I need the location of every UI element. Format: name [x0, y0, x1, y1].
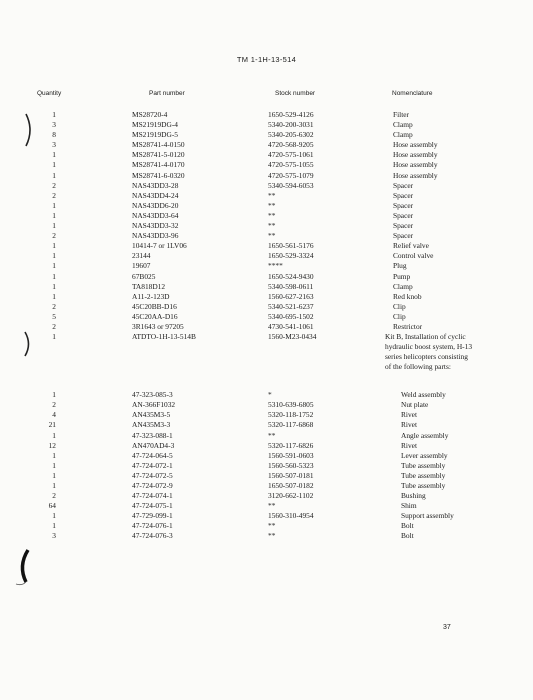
cell-quantity: 1 — [52, 271, 56, 281]
cell-quantity: 1 — [52, 291, 56, 301]
cell-part-number: NAS43DD3-28 — [132, 180, 179, 190]
kit-nomenclature: Kit B, Installation of cyclic hydraulic boost system, H-13 series helicopters consisting of the following parts: — [385, 332, 473, 372]
cell-quantity: 1 — [52, 511, 56, 521]
cell-nomenclature: Nut plate — [401, 400, 429, 410]
cell-stock-number: 1560-507-0181 — [268, 470, 314, 480]
cell-part-number: MS28741-4-0170 — [132, 160, 185, 170]
cell-stock-number: 4720-575-1055 — [268, 160, 314, 170]
cell-stock-number: 1560-627-2163 — [268, 291, 314, 301]
table-row — [0, 211, 533, 221]
cell-part-number: 47-724-076-3 — [132, 531, 173, 541]
cell-stock-number: **** — [268, 261, 283, 271]
cell-nomenclature: Shim — [401, 501, 417, 511]
cell-quantity: 1 — [52, 251, 56, 261]
cell-nomenclature: Restrictor — [393, 321, 423, 331]
cell-quantity: 2 — [52, 321, 56, 331]
table-row — [0, 110, 533, 120]
cell-quantity: 3 — [52, 140, 56, 150]
kit-part-number: ATDTO-1H-13-514B — [132, 332, 196, 342]
cell-stock-number: 1650-507-0182 — [268, 481, 314, 490]
cell-stock-number: ** — [268, 190, 276, 200]
cell-quantity: 64 — [48, 501, 56, 511]
table-row — [0, 231, 533, 241]
cell-nomenclature: Tube assembly — [401, 481, 446, 490]
cell-quantity: 1 — [52, 150, 56, 160]
cell-quantity: 1 — [52, 521, 56, 531]
cell-part-number: MS21919DG-4 — [132, 120, 178, 130]
cell-quantity: 5 — [52, 311, 56, 321]
cell-stock-number: 5320-118-1752 — [268, 410, 314, 420]
cell-quantity: 1 — [52, 210, 56, 220]
cell-part-number: AN-366F1032 — [132, 400, 176, 410]
cell-part-number: MS28741-4-0150 — [132, 140, 185, 150]
cell-quantity: 1 — [52, 470, 56, 480]
table-row — [0, 531, 533, 541]
cell-nomenclature: Lever assembly — [401, 450, 448, 460]
cell-nomenclature: Control valve — [393, 251, 434, 261]
cell-part-number: 19607 — [132, 261, 151, 271]
cell-quantity: 1 — [52, 430, 56, 440]
cell-part-number: NAS43DD6-20 — [132, 200, 179, 210]
cell-part-number: NAS43DD3-64 — [132, 210, 179, 220]
table-row — [0, 160, 533, 170]
cell-nomenclature: Clamp — [393, 281, 413, 291]
column-header-part-number: Part number — [149, 90, 185, 97]
cell-quantity: 1 — [52, 110, 56, 119]
cell-part-number: 47-724-072-1 — [132, 460, 173, 470]
cell-quantity: 1 — [52, 450, 56, 460]
cell-quantity: 1 — [52, 261, 56, 271]
cell-nomenclature: Clip — [393, 311, 406, 321]
cell-nomenclature: Spacer — [393, 231, 414, 241]
table-row — [0, 410, 533, 420]
cell-stock-number: * — [268, 390, 272, 400]
cell-part-number: 47-724-072-9 — [132, 481, 173, 490]
table-row — [0, 420, 533, 430]
cell-quantity: 1 — [52, 221, 56, 231]
page-number: 37 — [443, 624, 451, 631]
cell-part-number: 3R1643 or 97205 — [132, 321, 184, 331]
cell-stock-number: 4730-541-1061 — [268, 321, 314, 331]
cell-nomenclature: Clamp — [393, 130, 413, 140]
parts-table — [0, 110, 533, 542]
cell-nomenclature: Hose assembly — [393, 170, 438, 180]
cell-quantity: 2 — [52, 301, 56, 311]
cell-stock-number: 1650-524-9430 — [268, 271, 314, 281]
cell-part-number: 47-724-075-1 — [132, 501, 173, 511]
table-row — [0, 312, 533, 322]
cell-stock-number: ** — [268, 521, 276, 531]
table-row — [0, 201, 533, 211]
cell-part-number: 67B025 — [132, 271, 156, 281]
table-row — [0, 221, 533, 231]
cell-part-number: 47-724-072-5 — [132, 470, 173, 480]
cell-part-number: NAS43DD3-96 — [132, 231, 179, 241]
table-row — [0, 272, 533, 282]
cell-stock-number: 3120-662-1102 — [268, 491, 314, 501]
column-header-stock-number: Stock number — [275, 90, 316, 97]
cell-quantity: 2 — [52, 231, 56, 241]
cell-stock-number: ** — [268, 531, 276, 541]
cell-nomenclature: Rivet — [401, 420, 418, 430]
table-row — [0, 481, 533, 491]
table-row — [0, 400, 533, 410]
cell-stock-number: ** — [268, 501, 276, 511]
cell-stock-number: 1560-310-4954 — [268, 511, 314, 521]
cell-stock-number: 5310-639-6805 — [268, 400, 314, 410]
cell-stock-number: 5340-205-6302 — [268, 130, 314, 140]
table-row — [0, 241, 533, 251]
binder-hole-mark-bottom — [14, 548, 36, 588]
table-row — [0, 251, 533, 261]
cell-nomenclature: Bushing — [401, 491, 426, 501]
cell-stock-number: ** — [268, 430, 276, 440]
kit-row — [0, 332, 533, 372]
table-row — [0, 181, 533, 191]
table-row — [0, 292, 533, 302]
cell-part-number: 45C20AA-D16 — [132, 311, 178, 321]
cell-quantity: 12 — [48, 440, 56, 450]
cell-part-number: 47-724-076-1 — [132, 521, 173, 531]
cell-nomenclature: Red knob — [393, 291, 422, 301]
cell-quantity: 3 — [52, 531, 56, 541]
main-rows — [0, 110, 533, 332]
cell-nomenclature: Hose assembly — [393, 150, 438, 160]
table-row — [0, 431, 533, 441]
cell-quantity: 2 — [52, 190, 56, 200]
cell-nomenclature: Pump — [393, 271, 411, 281]
cell-stock-number: 1560-591-0603 — [268, 450, 314, 460]
table-row — [0, 511, 533, 521]
cell-nomenclature: Tube assembly — [401, 460, 446, 470]
cell-nomenclature: Spacer — [393, 210, 414, 220]
cell-stock-number: 5340-594-6053 — [268, 180, 314, 190]
cell-nomenclature: Support assembly — [401, 511, 454, 521]
cell-part-number: 47-729-099-1 — [132, 511, 173, 521]
cell-quantity: 2 — [52, 400, 56, 410]
cell-nomenclature: Filter — [393, 110, 410, 119]
cell-stock-number: 1650-529-3324 — [268, 251, 314, 261]
cell-part-number: 47-724-074-1 — [132, 491, 173, 501]
cell-part-number: NAS43DD4-24 — [132, 190, 179, 200]
cell-stock-number: 5320-117-6868 — [268, 420, 314, 430]
kit-quantity: 1 — [52, 332, 56, 342]
cell-stock-number: 4720-575-1061 — [268, 150, 314, 160]
table-row — [0, 501, 533, 511]
cell-quantity: 1 — [52, 281, 56, 291]
cell-quantity: 2 — [52, 180, 56, 190]
table-row — [0, 140, 533, 150]
cell-nomenclature: Angle assembly — [401, 430, 449, 440]
cell-stock-number: 4720-575-1079 — [268, 170, 314, 180]
cell-part-number: MS28741-5-0120 — [132, 150, 185, 160]
cell-part-number: MS28741-6-0320 — [132, 170, 185, 180]
cell-part-number: 47-323-085-3 — [132, 390, 173, 400]
cell-nomenclature: Hose assembly — [393, 140, 438, 150]
cell-nomenclature: Bolt — [401, 531, 414, 541]
cell-quantity: 2 — [52, 491, 56, 501]
cell-stock-number: 5340-695-1502 — [268, 311, 314, 321]
cell-nomenclature: Spacer — [393, 190, 414, 200]
cell-nomenclature: Relief valve — [393, 241, 429, 251]
cell-stock-number: ** — [268, 210, 276, 220]
cell-part-number: NAS43DD3-32 — [132, 221, 179, 231]
cell-stock-number: 5340-598-0611 — [268, 281, 314, 291]
cell-part-number: 45C20BB-D16 — [132, 301, 177, 311]
cell-quantity: 1 — [52, 160, 56, 170]
cell-nomenclature: Spacer — [393, 200, 414, 210]
cell-quantity: 1 — [52, 390, 56, 400]
cell-nomenclature: Rivet — [401, 410, 418, 420]
document-header: TM 1-1H-13-514 — [236, 55, 297, 64]
table-row — [0, 521, 533, 531]
cell-part-number: 10414-7 or 1LV06 — [132, 241, 187, 251]
cell-part-number: 47-323-088-1 — [132, 430, 173, 440]
table-row — [0, 261, 533, 271]
cell-stock-number: 4720-568-9205 — [268, 140, 314, 150]
cell-nomenclature: Spacer — [393, 180, 414, 190]
cell-part-number: 47-724-064-5 — [132, 450, 173, 460]
cell-part-number: 23144 — [132, 251, 151, 261]
cell-stock-number: ** — [268, 231, 276, 241]
cell-quantity: 8 — [52, 130, 56, 140]
cell-part-number: A11-2-123D — [132, 291, 170, 301]
cell-stock-number: 5320-117-6826 — [268, 440, 314, 450]
cell-nomenclature: Hose assembly — [393, 160, 438, 170]
kit-rows — [0, 390, 533, 541]
column-header-quantity: Quantity — [37, 90, 62, 97]
cell-stock-number: ** — [268, 221, 276, 231]
cell-part-number: AN435M3-3 — [132, 420, 171, 430]
cell-stock-number: 1650-529-4126 — [268, 110, 314, 119]
table-row — [0, 491, 533, 501]
cell-nomenclature: Rivet — [401, 440, 418, 450]
cell-nomenclature: Spacer — [393, 221, 414, 231]
cell-part-number: AN470AD4-3 — [132, 440, 175, 450]
table-row — [0, 282, 533, 292]
table-row — [0, 171, 533, 181]
cell-stock-number: 5340-200-3031 — [268, 120, 314, 130]
cell-part-number: AN435M3-5 — [132, 410, 171, 420]
cell-quantity: 4 — [52, 410, 56, 420]
cell-stock-number: 1650-561-5176 — [268, 241, 314, 251]
cell-part-number: MS21919DG-5 — [132, 130, 178, 140]
cell-part-number: TA818D12 — [132, 281, 166, 291]
table-row — [0, 461, 533, 471]
table-row — [0, 150, 533, 160]
cell-quantity: 1 — [52, 241, 56, 251]
cell-quantity: 21 — [48, 420, 56, 430]
cell-quantity: 1 — [52, 200, 56, 210]
column-header-nomenclature: Nomenclature — [392, 90, 433, 97]
table-row — [0, 120, 533, 130]
cell-nomenclature: Clamp — [393, 120, 413, 130]
table-row — [0, 451, 533, 461]
table-row — [0, 130, 533, 140]
table-row — [0, 441, 533, 451]
cell-nomenclature: Clip — [393, 301, 406, 311]
cell-nomenclature: Tube assembly — [401, 470, 446, 480]
table-row — [0, 322, 533, 332]
cell-stock-number: 1560-560-5323 — [268, 460, 314, 470]
cell-quantity: 1 — [52, 481, 56, 490]
cell-quantity: 1 — [52, 170, 56, 180]
kit-stock-number: 1560-M23-0434 — [268, 332, 317, 342]
cell-nomenclature: Bolt — [401, 521, 414, 531]
cell-quantity: 3 — [52, 120, 56, 130]
cell-stock-number: 5340-521-6237 — [268, 301, 314, 311]
table-row — [0, 302, 533, 312]
cell-nomenclature: Plug — [393, 261, 407, 271]
table-row — [0, 390, 533, 400]
cell-stock-number: ** — [268, 200, 276, 210]
cell-nomenclature: Weld assembly — [401, 390, 446, 400]
cell-quantity: 1 — [52, 460, 56, 470]
table-row — [0, 471, 533, 481]
cell-part-number: MS28720-4 — [132, 110, 168, 119]
table-row — [0, 191, 533, 201]
